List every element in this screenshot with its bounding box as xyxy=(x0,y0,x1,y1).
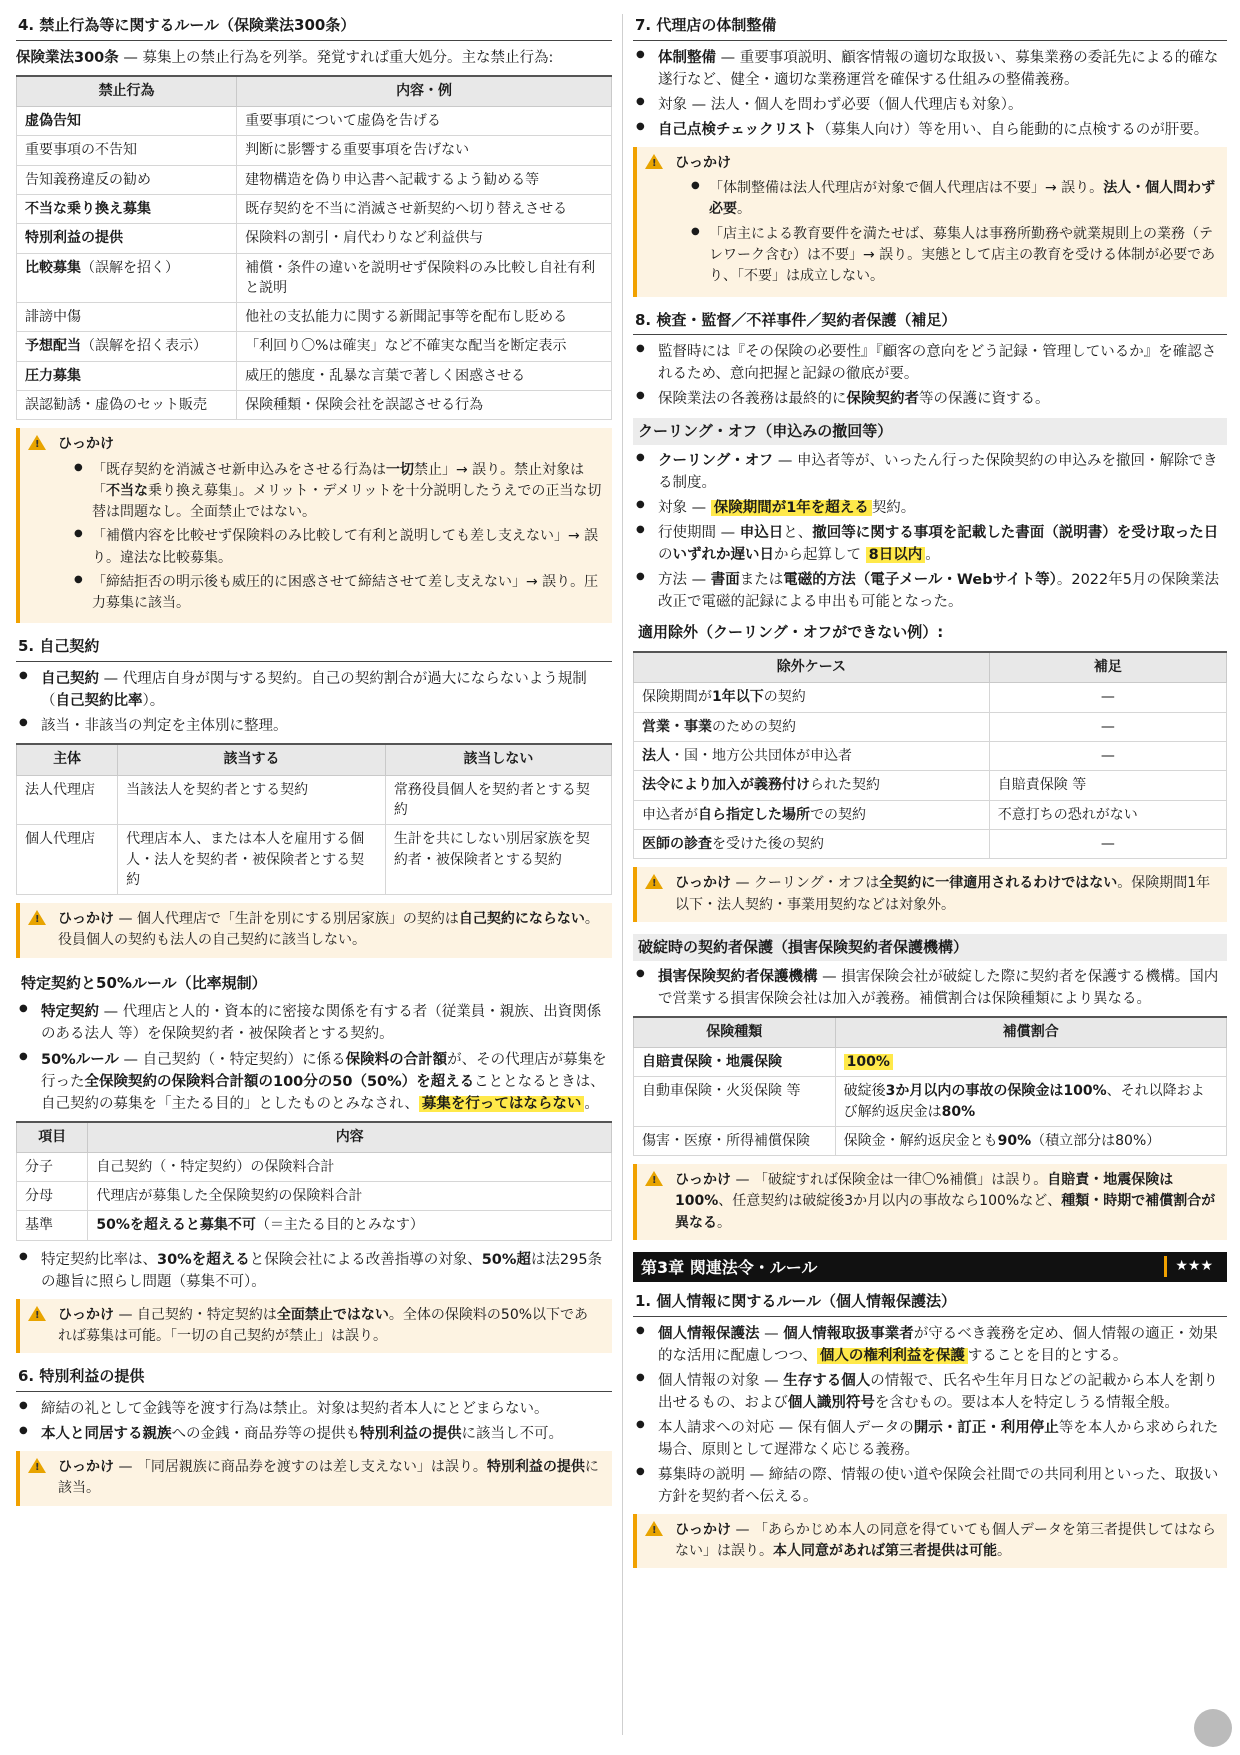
table-cell: 虚偽告知 xyxy=(17,107,237,136)
list-item: ● 「既存契約を消滅させ新申込みをさせる行為は一切禁止」→ 誤り。禁止対象は「不当な乗り換え募集」。メリット・デメリットを十分説明したうえでの正当な切替は問題なし。全面禁止ではない。 xyxy=(74,460,602,524)
warning-icon xyxy=(645,1521,663,1536)
table-cell: 重要事項について虚偽を告げる xyxy=(237,107,612,136)
section-5-list xyxy=(16,668,612,737)
section-5-title: 5. 自己契約 xyxy=(16,635,612,662)
table-cell: 比較募集（誤解を招く） xyxy=(17,253,237,303)
table-header: 補足 xyxy=(989,652,1226,683)
table-cell: 申込者が自ら指定した場所での契約 xyxy=(634,800,990,829)
table-cell: — xyxy=(989,683,1226,712)
table-row xyxy=(17,165,612,194)
table-row xyxy=(634,829,1227,858)
list-item: ● 対象 — 法人・個人を問わず必要（個人代理店も対象）。 xyxy=(633,94,1227,116)
table-cell: 威圧的態度・乱暴な言葉で著しく困惑させる xyxy=(237,361,612,390)
table-header: 該当する xyxy=(118,744,386,775)
table-row xyxy=(17,825,612,895)
list-item: ● 本人請求への対応 — 保有個人データの開示・訂正・利用停止等を本人から求められた場合、原則として遅滞なく応じる義務。 xyxy=(633,1417,1227,1461)
prohibited-acts-table xyxy=(16,75,612,421)
table-cell: 破綻後3か月以内の事故の保険金は100%、それ以降および解約返戻金は80% xyxy=(835,1077,1226,1127)
table-cell: 特別利益の提供 xyxy=(17,224,237,253)
table-header: 除外ケース xyxy=(634,652,990,683)
table-header: 保険種類 xyxy=(634,1017,836,1048)
table-row xyxy=(17,391,612,420)
trap-callout xyxy=(633,1164,1227,1240)
list-item: ● 監督時には『その保険の必要性』『顧客の意向をどう記録・管理しているか』を確認されるため、意向把握と記録の徹底が要。 xyxy=(633,341,1227,385)
table-cell: 代理店が募集した全保険契約の保険料合計 xyxy=(88,1182,612,1211)
table-cell: — xyxy=(989,829,1226,858)
right-column xyxy=(633,14,1227,1580)
callout-text: ひっかけ — 「破綻すれば保険金は一律〇%補償」は誤り。自賠責・地震保険は100%、任意契約は破綻後3か月以内の事故なら100%など、種類・時期で補償割合が異なる。 xyxy=(675,1172,1216,1231)
callout-title: ひっかけ xyxy=(58,436,114,453)
table-cell: 保険金・解約返戻金とも90%（積立部分は80%） xyxy=(835,1126,1226,1155)
table-cell: 自動車保険・火災保険 等 xyxy=(634,1077,836,1127)
list-item: ● 「締結拒否の明示後も威圧的に困惑させて締結させて差し支えない」→ 誤り。圧力募集に該当。 xyxy=(74,572,602,615)
table-cell: 重要事項の不告知 xyxy=(17,136,237,165)
trap-callout xyxy=(633,1514,1227,1569)
list-item: ● 個人情報の対象 — 生存する個人の情報で、氏名や生年月日などの記載から本人を割り出せるもの、および個人識別符号を含むもの。要は本人を特定しうる情報全般。 xyxy=(633,1370,1227,1414)
table-row xyxy=(634,683,1227,712)
table-cell: 法令により加入が義務付けられた契約 xyxy=(634,771,990,800)
trap-callout xyxy=(633,147,1227,297)
section-7-list xyxy=(633,47,1227,141)
table-row xyxy=(17,107,612,136)
privacy-list xyxy=(633,1323,1227,1508)
table-cell: 当該法人を契約者とする契約 xyxy=(118,775,386,825)
table-cell: 営業・事業のための契約 xyxy=(634,712,990,741)
exclusion-table xyxy=(633,651,1227,859)
list-item: ● 個人情報保護法 — 個人情報取扱事業者が守るべき義務を定め、個人情報の適正・効果的な活用に配慮しつつ、 個人の権利利益を保護 することを目的とする。 xyxy=(633,1323,1227,1367)
table-row xyxy=(634,1047,1227,1076)
warning-icon xyxy=(28,1458,46,1473)
table-row xyxy=(17,253,612,303)
table-cell: 傷害・医療・所得補償保険 xyxy=(634,1126,836,1155)
table-cell: 医師の診査を受けた後の契約 xyxy=(634,829,990,858)
table-cell: 他社の支払能力に関する新聞記事等を配布し貶める xyxy=(237,303,612,332)
table-row xyxy=(17,303,612,332)
list-item: ● 対象 — 保険期間が1年を超える 契約。 xyxy=(633,497,1227,519)
trap-callout xyxy=(16,903,612,958)
ratio-notes xyxy=(16,1249,612,1293)
table-row xyxy=(17,1152,612,1181)
table-body xyxy=(17,107,612,420)
table-cell: 誹謗中傷 xyxy=(17,303,237,332)
table-cell: — xyxy=(989,712,1226,741)
table-header: 該当しない xyxy=(385,744,611,775)
table-cell: 基準 xyxy=(17,1211,88,1240)
section-6-list xyxy=(16,1398,612,1445)
table-row xyxy=(634,742,1227,771)
logo-icon xyxy=(1194,1709,1232,1747)
table-row xyxy=(17,194,612,223)
warning-icon xyxy=(28,910,46,925)
table-row xyxy=(634,712,1227,741)
chapter-banner xyxy=(633,1252,1227,1282)
table-header: 項目 xyxy=(17,1122,88,1153)
section-8-title: 8. 検査・監督／不祥事件／契約者保護（補足） xyxy=(633,309,1227,336)
callout-title: ひっかけ xyxy=(675,154,731,171)
table-row xyxy=(17,361,612,390)
trap-callout xyxy=(16,1451,612,1506)
table-cell: 50%を超えると募集不可（＝主たる目的とみなす） xyxy=(88,1211,612,1240)
table-row xyxy=(17,1211,612,1240)
table-cell: 自己契約（・特定契約）の保険料合計 xyxy=(88,1152,612,1181)
subsection-title: 適用除外（クーリング・オフができない例）: xyxy=(638,623,944,642)
list-item: ● 行使期間 — 申込日と、撤回等に関する事項を記載した書面（説明書）を受け取った日のいずれか遅い日から起算して 8日以内 。 xyxy=(633,522,1227,566)
list-item: ● 「店主による教育要件を満たせば、募集人は事務所勤務や就業規則上の業務（テレワーク含む）は不要」→ 誤り。実態として店主の教育を受ける体制が必要であり、「不要」は成立しない。 xyxy=(691,224,1217,288)
table-body xyxy=(17,775,612,894)
table-header: 主体 xyxy=(17,744,118,775)
subsection-title: クーリング・オフ（申込みの撤回等） xyxy=(633,418,1227,445)
table-cell: 常務役員個人を契約者とする契約 xyxy=(385,775,611,825)
table-row xyxy=(17,775,612,825)
section-4-intro: 保険業法300条 — 募集上の禁止行為を列挙。発覚すれば重大処分。主な禁止行為: xyxy=(16,49,554,66)
table-row xyxy=(17,224,612,253)
list-item: ● 自己点検チェックリスト（募集人向け）等を用い、自ら能動的に点検するのが肝要。 xyxy=(633,119,1227,141)
list-item: ● 「体制整備は法人代理店が対象で個人代理店は不要」→ 誤り。法人・個人問わず必要。 xyxy=(691,178,1217,221)
ratio-table xyxy=(16,1121,612,1241)
table-cell: 告知義務違反の勧め xyxy=(17,165,237,194)
list-item: ● 体制整備 — 重要事項説明、顧客情報の適切な取扱い、募集業務の委託先による的確な遂行など、健全・適切な業務運営を確保する仕組みの整備義務。 xyxy=(633,47,1227,91)
table-body xyxy=(634,1047,1227,1155)
table-body xyxy=(634,683,1227,859)
chapter-title: 第3章 関連法令・ルール xyxy=(641,1257,818,1277)
table-cell: 誤認勧誘・虚偽のセット販売 xyxy=(17,391,237,420)
callout-list xyxy=(691,178,1217,287)
table-header: 内容・例 xyxy=(237,76,612,107)
table-row xyxy=(17,1182,612,1211)
table-cell: 100% xyxy=(835,1047,1226,1076)
table-cell: 保険期間が1年以下の契約 xyxy=(634,683,990,712)
table-header: 禁止行為 xyxy=(17,76,237,107)
table-cell: — xyxy=(989,742,1226,771)
table-cell: 保険料の割引・肩代わりなど利益供与 xyxy=(237,224,612,253)
list-item: ● 特定契約比率は、30%を超えると保険会社による改善指導の対象、50%超は法295条の趣旨に照らし問題（募集不可）。 xyxy=(16,1249,612,1293)
left-column xyxy=(16,14,612,1518)
trap-callout xyxy=(16,1299,612,1354)
table-row xyxy=(634,800,1227,829)
importance-stars: ★★★ xyxy=(1164,1256,1213,1277)
list-item: ● 本人と同居する親族への金銭・商品券等の提供も特別利益の提供に該当し不可。 xyxy=(16,1423,612,1445)
table-cell: 「利回り〇%は確実」など不確実な配当を断定表示 xyxy=(237,332,612,361)
callout-text: ひっかけ — 自己契約・特定契約は全面禁止ではない。全体の保険料の50%以下であれば募集は可能。「一切の自己契約が禁止」は誤り。 xyxy=(58,1306,589,1345)
list-item: ● 50%ルール — 自己契約（・特定契約）に係る保険料の合計額が、その代理店が募集を行った全保険契約の保険料合計額の100分の50（50%）を超えることとなるときは、自己契約の募集を「主たる目的」としたものとみなされ、 募集を行ってはならない 。 xyxy=(16,1049,612,1115)
warning-icon xyxy=(28,1306,46,1321)
warning-icon xyxy=(28,435,46,450)
subsection-title: 破綻時の契約者保護（損害保険契約者保護機構） xyxy=(633,934,1227,961)
table-row xyxy=(17,136,612,165)
trap-callout xyxy=(633,867,1227,922)
table-cell: 既存契約を不当に消滅させ新契約へ切り替えさせる xyxy=(237,194,612,223)
table-cell: 建物構造を偽り申込書へ記載するよう勧める等 xyxy=(237,165,612,194)
warning-icon xyxy=(645,1171,663,1186)
table-cell: 補償・条件の違いを説明せず保険料のみ比較し自社有利と説明 xyxy=(237,253,612,303)
table-cell: 自賠責保険 等 xyxy=(989,771,1226,800)
list-item: ● 募集時の説明 — 締結の際、情報の使い道や保険会社間での共同利用といった、取扱い方針を契約者へ伝える。 xyxy=(633,1464,1227,1508)
subsection-list xyxy=(16,1001,612,1114)
section-8-list xyxy=(633,341,1227,410)
bankruptcy-list xyxy=(633,966,1227,1010)
table-header: 内容 xyxy=(88,1122,612,1153)
list-item: ● 損害保険契約者保護機構 — 損害保険会社が破綻した際に契約者を保護する機構。国内で営業する損害保険会社は加入が義務。補償割合は保険種類により異なる。 xyxy=(633,966,1227,1010)
section-7-title: 7. 代理店の体制整備 xyxy=(633,14,1227,41)
trap-callout xyxy=(16,428,612,623)
list-item: ● 自己契約 — 代理店自身が関与する契約。自己の契約割合が過大にならないよう規制（自己契約比率）。 xyxy=(16,668,612,712)
table-cell: 法人代理店 xyxy=(17,775,118,825)
section-6-title: 6. 特別利益の提供 xyxy=(16,1365,612,1392)
section-4-title: 4. 禁止行為等に関するルール（保険業法300条） xyxy=(16,14,612,41)
table-cell: 代理店本人、または本人を雇用する個人・法人を契約者・被保険者とする契約 xyxy=(118,825,386,895)
callout-text: ひっかけ — クーリング・オフは全契約に一律適用されるわけではない。保険期間1年以下・法人契約・事業用契約などは対象外。 xyxy=(675,875,1211,913)
list-item: ● 締結の礼として金銭等を渡す行為は禁止。対象は契約者本人にとどまらない。 xyxy=(16,1398,612,1420)
table-cell: 自賠責保険・地震保険 xyxy=(634,1047,836,1076)
table-row xyxy=(634,1077,1227,1127)
column-divider xyxy=(622,14,623,1735)
self-contract-table xyxy=(16,743,612,895)
callout-text: ひっかけ — 個人代理店で「生計を別にする別居家族」の契約は自己契約にならない。役員個人の契約も法人の自己契約に該当しない。 xyxy=(58,911,599,949)
table-cell: 不当な乗り換え募集 xyxy=(17,194,237,223)
warning-icon xyxy=(645,154,663,169)
table-cell: 分子 xyxy=(17,1152,88,1181)
list-item: ● 特定契約 — 代理店と人的・資本的に密接な関係を有する者（従業員・親族、出資関係のある法人 等）を保険契約者・被保険者とする契約。 xyxy=(16,1001,612,1045)
table-row xyxy=(17,332,612,361)
compensation-table xyxy=(633,1016,1227,1156)
table-cell: 不意打ちの恐れがない xyxy=(989,800,1226,829)
cooling-off-list xyxy=(633,450,1227,613)
table-cell: 予想配当（誤解を招く表示） xyxy=(17,332,237,361)
list-item: ● 方法 — 書面または電磁的方法（電子メール・Webサイト等）。2022年5月の保険業法改正で電磁的記録による申出も可能となった。 xyxy=(633,569,1227,613)
subsection-title: 特定契約と50%ルール（比率規制） xyxy=(21,973,267,992)
table-row xyxy=(634,771,1227,800)
section-3-1-title: 1. 個人情報に関するルール（個人情報保護法） xyxy=(633,1290,1227,1317)
table-cell: 法人・国・地方公共団体が申込者 xyxy=(634,742,990,771)
table-cell: 判断に影響する重要事項を告げない xyxy=(237,136,612,165)
warning-icon xyxy=(645,874,663,889)
list-item: ● クーリング・オフ — 申込者等が、いったん行った保険契約の申込みを撤回・解除できる制度。 xyxy=(633,450,1227,494)
table-row xyxy=(634,1126,1227,1155)
table-cell: 圧力募集 xyxy=(17,361,237,390)
list-item: ● 保険業法の各義務は最終的に保険契約者等の保護に資する。 xyxy=(633,388,1227,410)
list-item: ● 該当・非該当の判定を主体別に整理。 xyxy=(16,715,612,737)
table-cell: 分母 xyxy=(17,1182,88,1211)
table-cell: 生計を共にしない別居家族を契約者・被保険者とする契約 xyxy=(385,825,611,895)
callout-text: ひっかけ — 「同居親族に商品券を渡すのは差し支えない」は誤り。特別利益の提供に該当。 xyxy=(58,1459,599,1497)
table-cell: 保険種類・保険会社を誤認させる行為 xyxy=(237,391,612,420)
callout-list xyxy=(74,460,602,615)
table-body xyxy=(17,1152,612,1240)
callout-text: ひっかけ — 「あらかじめ本人の同意を得ていても個人データを第三者提供してはならない」は誤り。本人同意があれば第三者提供は可能。 xyxy=(675,1521,1216,1560)
table-header: 補償割合 xyxy=(835,1017,1226,1048)
list-item: ● 「補償内容を比較せず保険料のみ比較して有利と説明しても差し支えない」→ 誤り。違法な比較募集。 xyxy=(74,526,602,569)
table-cell: 個人代理店 xyxy=(17,825,118,895)
